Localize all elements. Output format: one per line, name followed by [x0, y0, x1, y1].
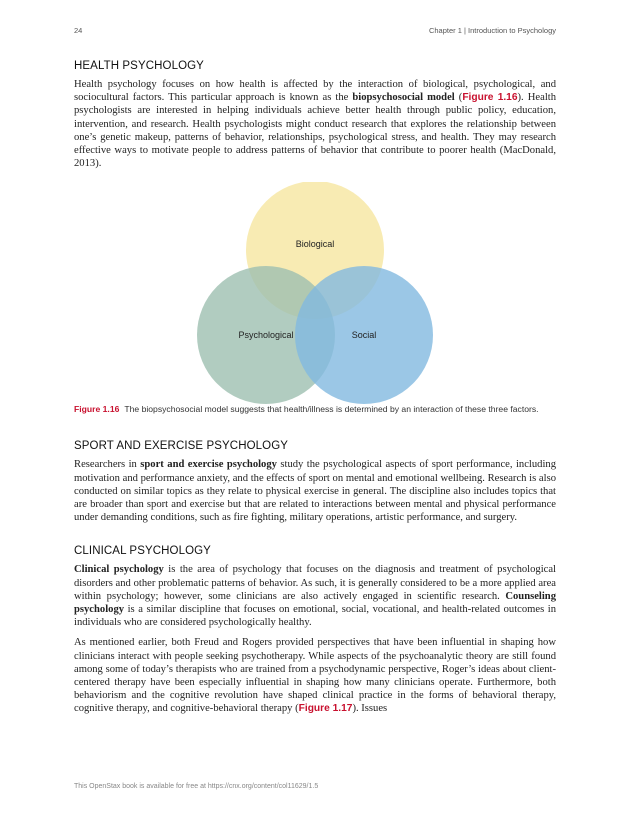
health-psychology-heading: HEALTH PSYCHOLOGY	[74, 60, 204, 72]
key-term-biopsychosocial-model: biopsychosocial model	[352, 92, 455, 104]
figure-1-16-link[interactable]: Figure 1.16	[462, 92, 518, 104]
figure-caption	[74, 404, 556, 415]
text-run: Researchers in	[74, 459, 141, 471]
key-term-sport-exercise-psychology: sport and exercise psychology	[140, 459, 277, 471]
text-run: As mentioned earlier, both Freud and Rogers provided perspectives that have been influential in shaping how clinicians interact with people seeking psychotherapy. While aspects of the psychoanalytic theory are still found among some of today’s therapists who are trained from a psychodynamic perspective, Roger’s ideas about client-centered therapy have been especially influential in shaping how many clinicians operate. Furthermore, both behaviorism and the cognitive revolution have shaped clinical practice in the forms of behavioral therapy, cognitive therapy, and cognitive-behavioral therapy (	[74, 637, 556, 715]
key-term-clinical-psychology: Clinical psychology	[74, 564, 164, 576]
text-run: is the area of psychology that focuses on the diagnosis and treatment of psychological disorders and other problematic patterns of behavior. As such, it is generally considered to be a more applied area within psychology; however, some clinicians are also actively engaged in scientific research.	[74, 564, 556, 602]
sport-psychology-heading: SPORT AND EXERCISE PSYCHOLOGY	[74, 440, 289, 453]
page-content	[74, 60, 556, 716]
biological-label: Biological	[295, 239, 335, 250]
clinical-section	[74, 545, 556, 715]
biopsychosocial-venn-diagram	[74, 182, 556, 404]
text-run: (	[454, 92, 463, 104]
text-run: Health psychology focuses on how health is affected by the interaction of biological, psychological, and sociocultural factors. This particular approach is known as the	[74, 79, 556, 104]
sport-section	[74, 440, 556, 524]
text-run: ). Health psychologists are interested in helping individuals achieve better health through public policy, education, intervention, and research. Health psychologists might conduct research that explores the relationship between one’s genetic makeup, patterns of behavior, relationships, psychological stress, and health. They may research effective ways to motivate people to address patterns of behavior that contribute to poorer health (MacDonald, 2013).	[74, 92, 556, 170]
text-run: study the psychological aspects of sport performance, including motivation and performance anxiety, and the effects of sport on mental and emotional wellbeing. Research is also conducted on similar topics as they relate to physical exercise in general. The discipline also includes topics that are broader than sport and exercise but that are related to interactions between mental and physical performance under demanding conditions, such as fire fighting, military operations, artistic performance, and surgery.	[74, 459, 556, 524]
clinical-psychology-heading: CLINICAL PSYCHOLOGY	[74, 545, 211, 558]
figure-caption-label: Figure 1.16	[74, 404, 120, 415]
page-footer: This OpenStax book is available for free at https://cnx.org/content/col11629/1.5	[74, 783, 319, 790]
social-label: Social	[351, 330, 377, 341]
running-header: Chapter 1 | Introduction to Psychology	[428, 26, 556, 35]
key-term-counseling-psychology: Counseling psychology	[74, 590, 556, 616]
sport-psychology-paragraph	[74, 458, 556, 524]
page-number: 24	[74, 26, 83, 35]
clinical-psychology-paragraph-2	[74, 636, 556, 715]
text-run: ). Issues	[352, 703, 388, 715]
figure-caption-text: The biopsychosocial model suggests that health/illness is determined by an interaction of these three factors.	[124, 404, 539, 415]
venn-diagram-svg	[74, 182, 556, 404]
clinical-psychology-paragraph-1	[74, 563, 556, 629]
health-psychology-paragraph	[74, 78, 556, 170]
psychological-label: Psychological	[238, 330, 294, 341]
figure-1-17-link[interactable]: Figure 1.17	[298, 703, 353, 715]
text-run: is a similar discipline that focuses on emotional, social, vocational, and health-related outcomes in individuals who are considered psychologically healthy.	[74, 604, 556, 629]
